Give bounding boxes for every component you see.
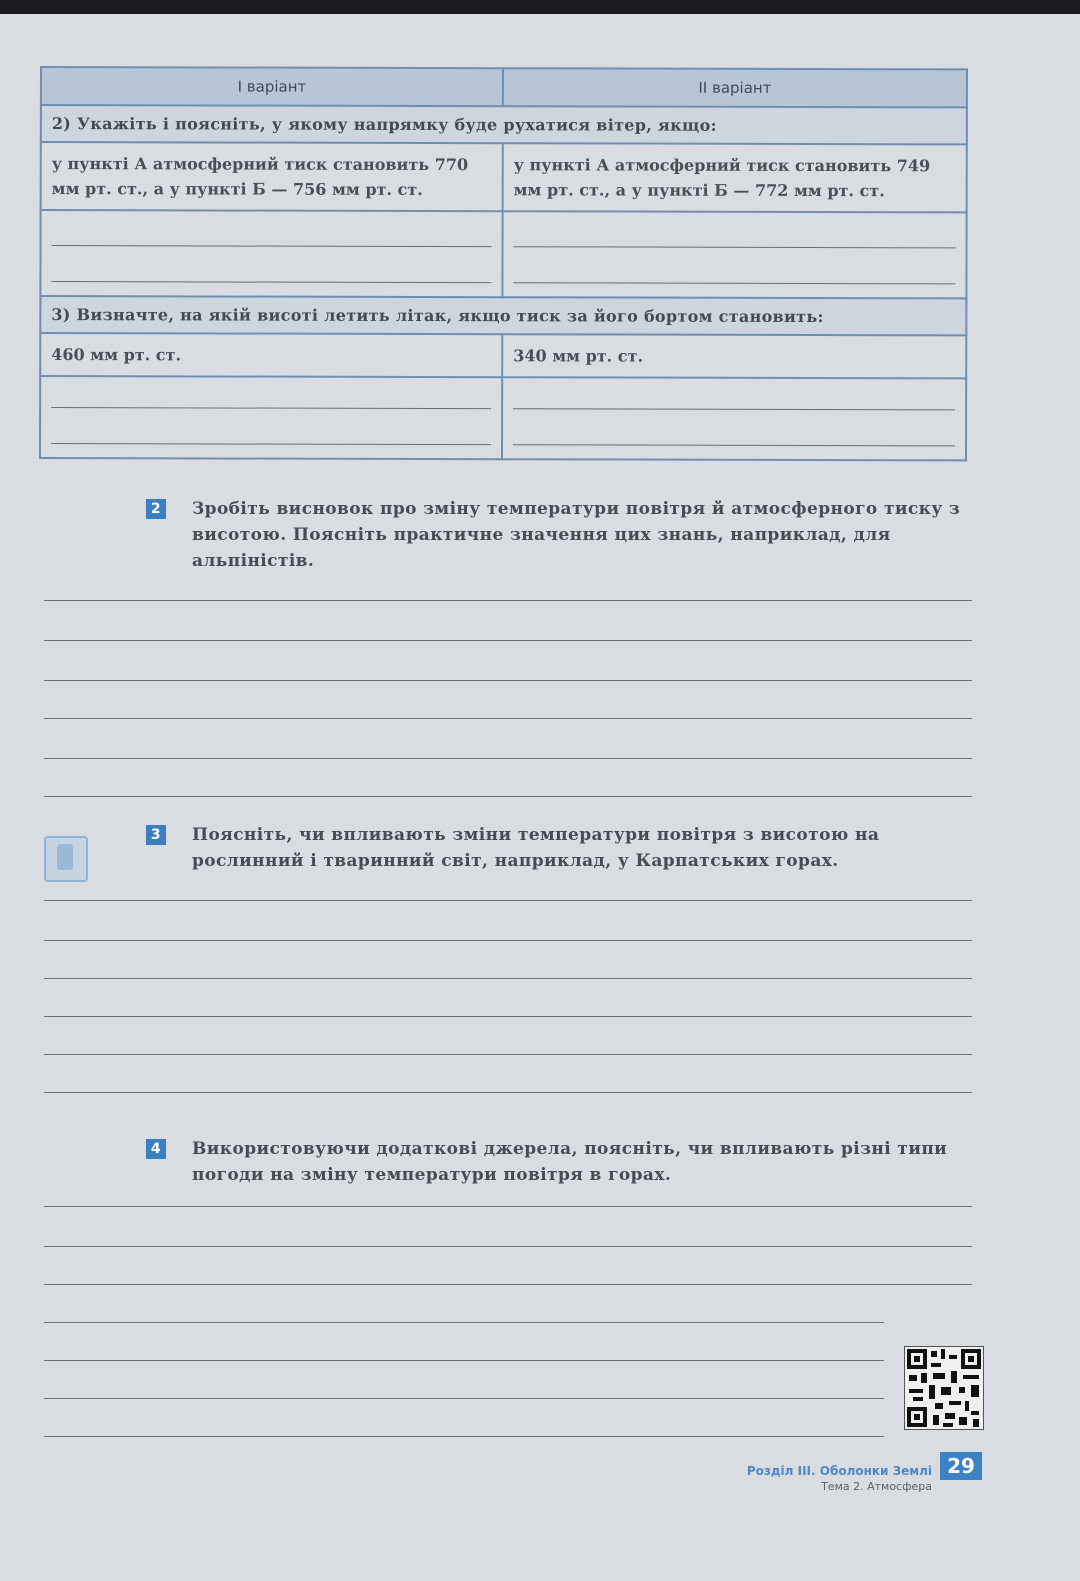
writing-line[interactable] [44, 600, 972, 601]
answer-line [513, 282, 955, 284]
header-variant-1: І варіант [41, 67, 503, 106]
answer-line [514, 246, 956, 248]
writing-line[interactable] [44, 758, 972, 759]
writing-line[interactable] [44, 680, 972, 681]
answer-line [51, 443, 491, 445]
question-3-variant-1: 460 мм рт. ст. [40, 333, 502, 377]
writing-line[interactable] [44, 1436, 884, 1437]
writing-line[interactable] [44, 900, 972, 901]
writing-line[interactable] [44, 1398, 884, 1399]
writing-line[interactable] [44, 718, 972, 719]
page-number-badge: 29 [940, 1452, 982, 1480]
answer-line [51, 281, 491, 283]
question-3: 3) Визначте, на якій висоті летить літак, якщо тиск за його бортом становить: [40, 296, 966, 335]
task-4-text: Використовуючи додаткові джерела, поясніть, чи впливають різні типи погоди на зміну температури повітря в горах. [192, 1139, 948, 1185]
writing-line[interactable] [44, 1054, 972, 1055]
answer-line [52, 245, 492, 247]
question-2-variant-2: у пункті А атмосферний тиск становить 749 мм рт. ст., а у пункті Б — 772 мм рт. ст. [503, 143, 967, 212]
task-number-badge: 4 [146, 1139, 166, 1159]
answer-line [51, 407, 491, 409]
variants-table [39, 66, 968, 461]
answer-2-variant-2[interactable] [502, 211, 966, 298]
task-4 [150, 1136, 980, 1188]
top-dark-edge [0, 0, 1080, 14]
header-variant-2: ІІ варіант [503, 68, 967, 107]
writing-line[interactable] [44, 1284, 972, 1285]
footer-section-title: Розділ ІІІ. Оболонки Землі [746, 1464, 932, 1478]
footer-topic: Тема 2. Атмосфера [821, 1480, 932, 1493]
answer-line [513, 444, 955, 446]
question-2: 2) Укажіть і поясніть, у якому напрямку буде рухатися вітер, якщо: [41, 105, 967, 144]
question-2-variant-1: у пункті А атмосферний тиск становить 770 мм рт. ст., а у пункті Б — 756 мм рт. ст. [41, 142, 503, 211]
task-number-badge: 3 [146, 825, 166, 845]
writing-line[interactable] [44, 940, 972, 941]
writing-line[interactable] [44, 1016, 972, 1017]
task-number-badge: 2 [146, 499, 166, 519]
qr-code-icon[interactable] [904, 1346, 984, 1430]
writing-line[interactable] [44, 1092, 972, 1093]
answer-3-variant-1[interactable] [40, 376, 502, 459]
task-3 [150, 822, 980, 874]
question-3-variant-2: 340 мм рт. ст. [502, 334, 966, 378]
writing-line[interactable] [44, 978, 972, 979]
writing-line[interactable] [44, 1206, 972, 1207]
hand-icon [44, 836, 88, 882]
task-2-text: Зробіть висновок про зміну температури повітря й атмосферного тиску з висотою. Поясніть практичне значення цих знань, наприклад, для альпіністів. [192, 499, 961, 571]
writing-line[interactable] [44, 1246, 972, 1247]
writing-line[interactable] [44, 796, 972, 797]
answer-2-variant-1[interactable] [40, 210, 502, 297]
writing-line[interactable] [44, 640, 972, 641]
task-3-text: Поясніть, чи впливають зміни температури повітря з висотою на рослинний і тваринний світ, наприклад, у Карпатських горах. [192, 825, 880, 871]
writing-line[interactable] [44, 1360, 884, 1361]
answer-3-variant-2[interactable] [502, 377, 966, 460]
answer-line [513, 408, 955, 410]
writing-line[interactable] [44, 1322, 884, 1323]
task-2 [150, 496, 980, 574]
